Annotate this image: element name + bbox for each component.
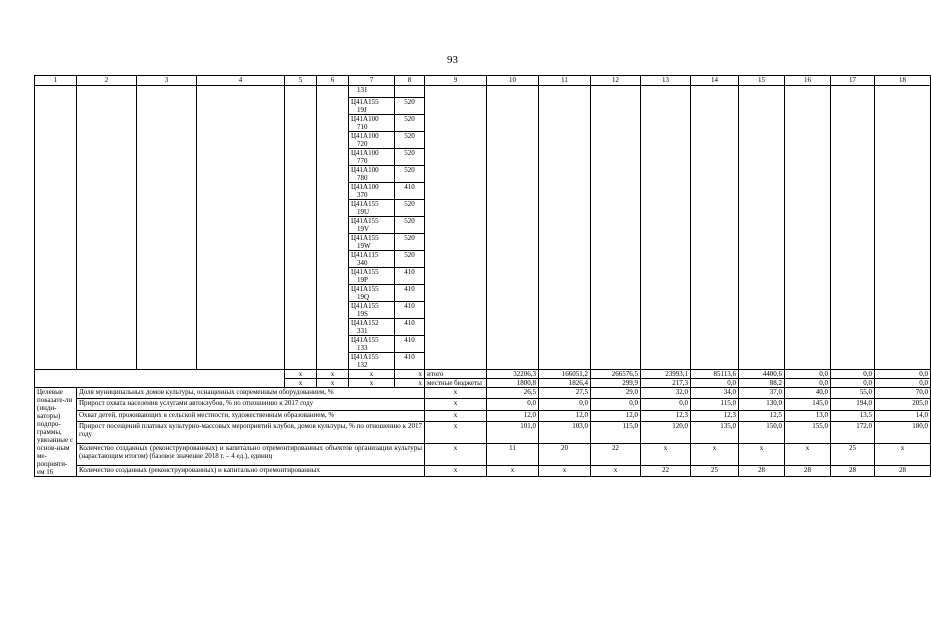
indicator-text: Количество созданных (реконструированных) и капитально отремонтированных — [77, 465, 425, 476]
value-cell: 155,0 — [785, 422, 831, 444]
kvr-cell: 410 — [395, 336, 425, 353]
value-cell: 12,0 — [591, 410, 641, 421]
local-budget-label: местные бюджеты — [425, 379, 487, 388]
indicator-text: Количество созданных (реконструированных) и капитально отремонтированных объектов организации культуры (нарастающим итогом) (базовое значение 2018 г. – 4 ед.), единиц — [77, 443, 425, 465]
value-cell: 25 — [691, 465, 739, 476]
x-cell: х — [425, 399, 487, 410]
empty-cell — [137, 86, 197, 370]
col-header: 4 — [197, 76, 285, 86]
value-cell: 26,5 — [487, 388, 539, 399]
value-cell: 32206,3 — [487, 370, 539, 379]
code-cell: Ц41А155 132 — [349, 353, 395, 370]
value-cell: 40,0 — [785, 388, 831, 399]
value-cell: 0,0 — [875, 370, 931, 379]
x-cell: х — [425, 443, 487, 465]
indicator-text: Прирост охвата населения услугами автоклубов, % по отношению к 2017 году — [77, 399, 425, 410]
value-cell: 13,5 — [831, 410, 875, 421]
value-cell: 29,0 — [591, 388, 641, 399]
kvr-cell: 520 — [395, 149, 425, 166]
value-cell: 205,0 — [875, 399, 931, 410]
kvr-cell: 520 — [395, 115, 425, 132]
value-cell: х — [691, 443, 739, 465]
col-header: 1 — [35, 76, 77, 86]
kvr-cell: 520 — [395, 234, 425, 251]
value-cell: 12,3 — [641, 410, 691, 421]
value-cell: 28 — [831, 465, 875, 476]
empty-cell — [691, 86, 739, 370]
col-header: 17 — [831, 76, 875, 86]
value-cell: 150,0 — [739, 422, 785, 444]
value-cell: 34,0 — [691, 388, 739, 399]
page-number: 93 — [447, 54, 458, 66]
value-cell: 25 — [831, 443, 875, 465]
value-cell: 4400,6 — [739, 370, 785, 379]
value-cell: 299,9 — [591, 379, 641, 388]
empty-cell — [785, 86, 831, 370]
kvr-cell: 410 — [395, 285, 425, 302]
empty-cell — [285, 86, 317, 370]
code-cell: Ц41А155 19V — [349, 217, 395, 234]
indicator-text: Прирост посещений платных культурно-массовых мероприятий клубов, домов культуры, % по отношению к 2017 году — [77, 422, 425, 444]
empty-cell — [425, 86, 487, 370]
col-header: 6 — [317, 76, 349, 86]
value-cell: 1826,4 — [539, 379, 591, 388]
empty-cell — [35, 370, 285, 379]
value-cell: 0,0 — [691, 379, 739, 388]
x-cell: х — [395, 379, 425, 388]
x-cell: х — [425, 388, 487, 399]
value-cell: 28 — [785, 465, 831, 476]
value-cell: 103,0 — [539, 422, 591, 444]
empty-cell — [35, 379, 285, 388]
local-budget-row — [35, 379, 931, 388]
value-cell: 0,0 — [785, 370, 831, 379]
empty-cell — [487, 86, 539, 370]
code-cell: Ц41А115 340 — [349, 251, 395, 268]
empty-cell — [539, 86, 591, 370]
code-cell: Ц41А155 19W — [349, 234, 395, 251]
empty-cell — [831, 86, 875, 370]
empty-cell — [591, 86, 641, 370]
kvr-cell: 520 — [395, 200, 425, 217]
code-cell: Ц41А155 133 — [349, 336, 395, 353]
value-cell: 0,0 — [487, 399, 539, 410]
value-cell: 120,0 — [641, 422, 691, 444]
col-header: 12 — [591, 76, 641, 86]
value-cell: 12,5 — [739, 410, 785, 421]
value-cell: х — [739, 443, 785, 465]
value-cell: 0,0 — [875, 379, 931, 388]
value-cell: 266576,5 — [591, 370, 641, 379]
indicator-row — [35, 410, 931, 421]
kvr-cell: 410 — [395, 302, 425, 319]
code-cell: Ц41А155 19S — [349, 302, 395, 319]
value-cell: 55,0 — [831, 388, 875, 399]
indicator-row — [35, 443, 931, 465]
code-cell: Ц41А155 19J — [349, 98, 395, 115]
kvr-cell: 410 — [395, 319, 425, 336]
col-header: 11 — [539, 76, 591, 86]
kvr-cell: 520 — [395, 132, 425, 149]
code-cell: Ц41А100 370 — [349, 183, 395, 200]
empty-cell — [197, 86, 285, 370]
value-cell: 14,0 — [875, 410, 931, 421]
value-cell: 13,0 — [785, 410, 831, 421]
x-cell: х — [425, 410, 487, 421]
value-cell: 11 — [487, 443, 539, 465]
value-cell: 0,0 — [591, 399, 641, 410]
value-cell: 0,0 — [539, 399, 591, 410]
code-cell: Ц41А152 331 — [349, 319, 395, 336]
indicator-text: Доля муниципальных домов культуры, оснащенных современным оборудованием, % — [77, 388, 425, 399]
empty-cell — [641, 86, 691, 370]
total-row — [35, 370, 931, 379]
col-header: 3 — [137, 76, 197, 86]
code-cell: Ц41А155 19Q — [349, 285, 395, 302]
kvr-cell: 520 — [395, 217, 425, 234]
value-cell: 12,3 — [691, 410, 739, 421]
indicators-label: Целевые показате-ли (инди-каторы) подпро-граммы, увязанные с основ-ным ме-роприяти-ем 16 — [35, 388, 77, 477]
value-cell: 20 — [539, 443, 591, 465]
col-header: 16 — [785, 76, 831, 86]
value-cell: 145,0 — [785, 399, 831, 410]
kvr-cell: 410 — [395, 183, 425, 200]
value-cell: 12,0 — [539, 410, 591, 421]
empty-cell — [875, 86, 931, 370]
indicator-row — [35, 422, 931, 444]
col-header: 9 — [425, 76, 487, 86]
value-cell: 101,0 — [487, 422, 539, 444]
value-cell: 194,0 — [831, 399, 875, 410]
col-header: 8 — [395, 76, 425, 86]
indicator-row — [35, 465, 931, 476]
value-cell: 70,0 — [875, 388, 931, 399]
value-cell: х — [591, 465, 641, 476]
kvr-cell — [395, 86, 425, 98]
indicator-text: Охват детей, проживающих в сельской местности, художественным образованием, % — [77, 410, 425, 421]
value-cell: х — [785, 443, 831, 465]
col-header: 10 — [487, 76, 539, 86]
value-cell: 88,2 — [739, 379, 785, 388]
value-cell: 0,0 — [641, 399, 691, 410]
col-header: 18 — [875, 76, 931, 86]
empty-cell — [77, 86, 137, 370]
col-header: 2 — [77, 76, 137, 86]
value-cell: 166051,2 — [539, 370, 591, 379]
budget-table — [34, 75, 931, 477]
value-cell: х — [539, 465, 591, 476]
col-header: 13 — [641, 76, 691, 86]
value-cell: 28 — [875, 465, 931, 476]
kvr-cell: 410 — [395, 268, 425, 285]
value-cell: 172,0 — [831, 422, 875, 444]
x-cell: х — [317, 379, 349, 388]
value-cell: 217,3 — [641, 379, 691, 388]
x-cell: х — [395, 370, 425, 379]
value-cell: 22 — [591, 443, 641, 465]
indicator-row — [35, 399, 931, 410]
x-cell: х — [349, 370, 395, 379]
code-cell: Ц41А155 19U — [349, 200, 395, 217]
value-cell: 12,0 — [487, 410, 539, 421]
col-header: 5 — [285, 76, 317, 86]
value-cell: х — [641, 443, 691, 465]
value-cell: х — [487, 465, 539, 476]
x-cell: х — [349, 379, 395, 388]
empty-cell — [317, 86, 349, 370]
table-row — [35, 86, 931, 98]
value-cell: 23993,1 — [641, 370, 691, 379]
column-number-row — [35, 76, 931, 86]
kvr-cell: 410 — [395, 353, 425, 370]
value-cell: 0,0 — [831, 370, 875, 379]
code-cell: Ц41А100 720 — [349, 132, 395, 149]
code-cell: Ц41А100 770 — [349, 149, 395, 166]
x-cell: х — [285, 379, 317, 388]
x-cell: х — [425, 465, 487, 476]
value-cell: 115,0 — [691, 399, 739, 410]
kvr-cell: 520 — [395, 251, 425, 268]
value-cell: 27,5 — [539, 388, 591, 399]
value-cell: 1800,8 — [487, 379, 539, 388]
kvr-cell: 520 — [395, 98, 425, 115]
value-cell: 0,0 — [785, 379, 831, 388]
col-header: 7 — [349, 76, 395, 86]
x-cell: х — [425, 422, 487, 444]
value-cell: х — [875, 443, 931, 465]
code-cell: 131 — [349, 86, 395, 98]
value-cell: 130,0 — [739, 399, 785, 410]
value-cell: 135,0 — [691, 422, 739, 444]
total-label: итого — [425, 370, 487, 379]
col-header: 15 — [739, 76, 785, 86]
value-cell: 37,0 — [739, 388, 785, 399]
x-cell: х — [317, 370, 349, 379]
value-cell: 0,0 — [831, 379, 875, 388]
kvr-cell: 520 — [395, 166, 425, 183]
empty-cell — [35, 86, 77, 370]
value-cell: 180,0 — [875, 422, 931, 444]
value-cell: 32,0 — [641, 388, 691, 399]
value-cell: 85113,6 — [691, 370, 739, 379]
indicator-row — [35, 388, 931, 399]
col-header: 14 — [691, 76, 739, 86]
value-cell: 22 — [641, 465, 691, 476]
x-cell: х — [285, 370, 317, 379]
code-cell: Ц41А100 780 — [349, 166, 395, 183]
empty-cell — [739, 86, 785, 370]
value-cell: 115,0 — [591, 422, 641, 444]
value-cell: 28 — [739, 465, 785, 476]
code-cell: Ц41А100 710 — [349, 115, 395, 132]
code-cell: Ц41А155 19P — [349, 268, 395, 285]
